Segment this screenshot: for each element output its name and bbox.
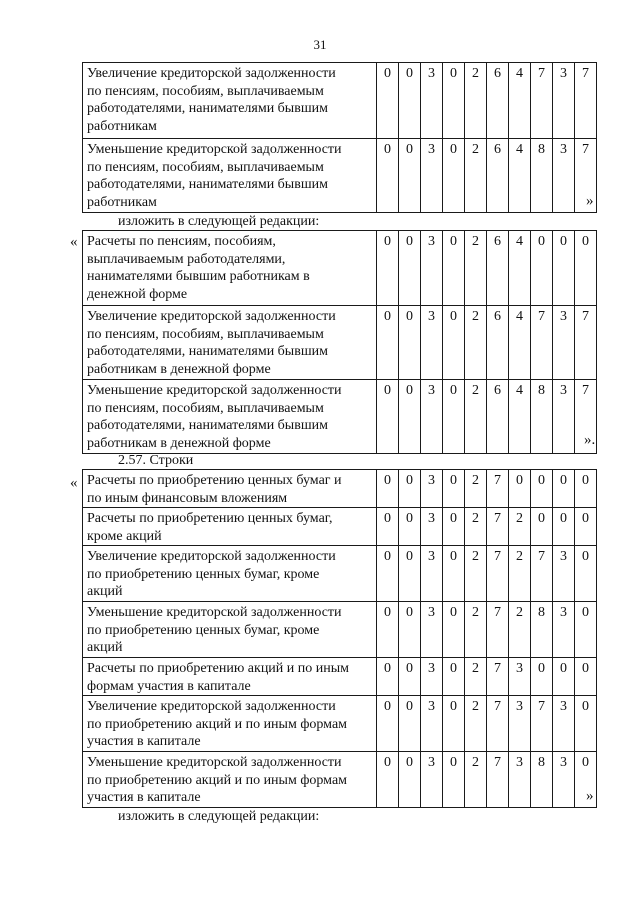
code-digit: 3: [421, 139, 443, 213]
code-digit: 2: [465, 508, 487, 546]
row-description: Расчеты по приобретению ценных бумаг и по иным финансовым вложениям: [83, 470, 377, 508]
code-digit: 3: [421, 752, 443, 808]
code-digit: 3: [421, 470, 443, 508]
code-digit: 4: [509, 231, 531, 306]
code-digit: 8: [531, 602, 553, 658]
code-digit: 0: [377, 231, 399, 306]
code-digit: 3: [509, 658, 531, 696]
code-digit: 0: [377, 752, 399, 808]
code-digit: 7: [575, 63, 597, 139]
code-digit: 0: [443, 696, 465, 752]
code-digit: 3: [553, 380, 575, 454]
code-digit: 8: [531, 752, 553, 808]
code-digit: 0: [531, 470, 553, 508]
code-digit: 3: [421, 546, 443, 602]
code-digit: 3: [553, 696, 575, 752]
code-digit: 0: [443, 470, 465, 508]
code-digit: 3: [553, 602, 575, 658]
row-description: Расчеты по приобретению ценных бумаг, кроме акций: [83, 508, 377, 546]
row-description: Уменьшение кредиторской задолженности по пенсиям, пособиям, выплачиваемым работодателями, нанимателями бывшим работникам в денежной форме: [83, 380, 377, 454]
code-digit: 0: [443, 380, 465, 454]
code-digit: 8: [531, 139, 553, 213]
table-body: [83, 470, 597, 808]
code-digit: 3: [421, 508, 443, 546]
code-digit: 0: [377, 602, 399, 658]
code-digit: 0: [377, 470, 399, 508]
code-digit: 0: [443, 231, 465, 306]
code-digit: 0: [531, 508, 553, 546]
code-digit: 0: [377, 63, 399, 139]
code-digit: 3: [553, 63, 575, 139]
row-description: Уменьшение кредиторской задолженности по приобретению ценных бумаг, кроме акций: [83, 602, 377, 658]
code-digit: 8: [531, 380, 553, 454]
code-digit: 0: [443, 546, 465, 602]
code-digit: 0: [443, 602, 465, 658]
code-digit: 2: [465, 306, 487, 380]
code-digit: 7: [487, 696, 509, 752]
opening-quote: «: [70, 475, 78, 491]
table-row: [83, 696, 597, 752]
code-digit: 7: [487, 546, 509, 602]
row-description: Увеличение кредиторской задолженности по приобретению ценных бумаг, кроме акций: [83, 546, 377, 602]
code-digit: 0: [443, 139, 465, 213]
code-digit: 2: [465, 231, 487, 306]
code-digit: 3: [553, 546, 575, 602]
code-digit: 0: [443, 752, 465, 808]
code-digit: 0: [553, 470, 575, 508]
table-row: [83, 380, 597, 454]
table-row: [83, 508, 597, 546]
code-digit: 3: [553, 139, 575, 213]
code-digit: 3: [421, 602, 443, 658]
code-digit: 0: [553, 658, 575, 696]
code-digit: 0: [399, 139, 421, 213]
code-table-1: [82, 62, 597, 213]
table-row: [83, 231, 597, 306]
code-digit: 3: [553, 752, 575, 808]
code-digit: 0: [575, 508, 597, 546]
code-digit: 0: [443, 658, 465, 696]
code-digit: 7: [575, 380, 597, 454]
code-digit: 2: [465, 752, 487, 808]
code-digit: 4: [509, 306, 531, 380]
code-digit: 0: [399, 658, 421, 696]
code-digit: 0: [575, 658, 597, 696]
code-digit: 7: [487, 752, 509, 808]
code-digit: 2: [509, 602, 531, 658]
code-digit: 0: [377, 380, 399, 454]
replace-instruction: изложить в следующей редакции:: [118, 214, 320, 229]
code-digit: 3: [421, 696, 443, 752]
code-digit: 0: [443, 306, 465, 380]
code-digit: 0: [399, 752, 421, 808]
table-row: [83, 306, 597, 380]
code-digit: 3: [509, 696, 531, 752]
code-digit: 3: [421, 658, 443, 696]
code-digit: 0: [575, 696, 597, 752]
page-number: 31: [313, 37, 327, 52]
code-digit: 2: [465, 602, 487, 658]
code-digit: 6: [487, 63, 509, 139]
code-digit: 4: [509, 63, 531, 139]
code-table-2: [82, 230, 597, 454]
code-digit: 0: [575, 470, 597, 508]
closing-quote: ».: [584, 432, 596, 448]
code-digit: 0: [399, 231, 421, 306]
code-digit: 3: [421, 63, 443, 139]
code-digit: 6: [487, 139, 509, 213]
code-digit: 2: [509, 546, 531, 602]
code-digit: 0: [377, 658, 399, 696]
closing-quote: »: [586, 193, 594, 209]
code-digit: 2: [465, 658, 487, 696]
code-digit: 0: [553, 231, 575, 306]
code-digit: 7: [531, 546, 553, 602]
code-digit: 7: [531, 306, 553, 380]
code-digit: 6: [487, 306, 509, 380]
row-description: Увеличение кредиторской задолженности по пенсиям, пособиям, выплачиваемым работодателями, нанимателями бывшим работникам: [83, 63, 377, 139]
code-digit: 0: [399, 63, 421, 139]
table-row: [83, 752, 597, 808]
table-row: [83, 546, 597, 602]
code-digit: 0: [509, 470, 531, 508]
code-digit: 4: [509, 139, 531, 213]
code-digit: 7: [487, 658, 509, 696]
code-digit: 7: [575, 139, 597, 213]
code-digit: 3: [553, 306, 575, 380]
code-digit: 0: [377, 546, 399, 602]
code-digit: 0: [531, 658, 553, 696]
code-digit: 0: [399, 696, 421, 752]
code-digit: 7: [487, 602, 509, 658]
row-description: Увеличение кредиторской задолженности по приобретению акций и по иным формам участия в капитале: [83, 696, 377, 752]
code-digit: 0: [399, 602, 421, 658]
code-digit: 0: [399, 546, 421, 602]
table-body: [83, 231, 597, 454]
code-digit: 0: [575, 546, 597, 602]
code-digit: 3: [421, 231, 443, 306]
code-digit: 0: [553, 508, 575, 546]
code-digit: 0: [399, 380, 421, 454]
code-digit: 0: [377, 508, 399, 546]
code-digit: 3: [509, 752, 531, 808]
code-digit: 0: [443, 63, 465, 139]
code-digit: 0: [531, 231, 553, 306]
code-digit: 0: [377, 696, 399, 752]
table-row: [83, 658, 597, 696]
row-description: Уменьшение кредиторской задолженности по приобретению акций и по иным формам участия в капитале: [83, 752, 377, 808]
table-row: [83, 470, 597, 508]
replace-instruction: изложить в следующей редакции:: [118, 809, 320, 824]
closing-quote: »: [586, 788, 594, 804]
code-digit: 0: [399, 306, 421, 380]
code-digit: 0: [377, 306, 399, 380]
code-digit: 7: [487, 508, 509, 546]
code-digit: 4: [509, 380, 531, 454]
code-digit: 0: [443, 508, 465, 546]
table-row: [83, 602, 597, 658]
code-digit: 0: [399, 508, 421, 546]
code-digit: 2: [465, 63, 487, 139]
section-heading: 2.57. Строки: [118, 453, 194, 468]
code-digit: 3: [421, 380, 443, 454]
code-digit: 2: [465, 696, 487, 752]
code-digit: 0: [377, 139, 399, 213]
row-description: Расчеты по пенсиям, пособиям, выплачиваемым работодателями, нанимателями бывшим работникам в денежной форме: [83, 231, 377, 306]
code-digit: 0: [399, 470, 421, 508]
table-row: [83, 139, 597, 213]
code-digit: 0: [575, 752, 597, 808]
code-digit: 0: [575, 602, 597, 658]
code-digit: 7: [487, 470, 509, 508]
code-digit: 2: [465, 470, 487, 508]
code-digit: 2: [509, 508, 531, 546]
code-digit: 7: [575, 306, 597, 380]
opening-quote: «: [70, 234, 78, 250]
code-digit: 7: [531, 696, 553, 752]
code-digit: 0: [575, 231, 597, 306]
row-description: Увеличение кредиторской задолженности по пенсиям, пособиям, выплачиваемым работодателями, нанимателями бывшим работникам в денежной форме: [83, 306, 377, 380]
row-description: Уменьшение кредиторской задолженности по пенсиям, пособиям, выплачиваемым работодателями, нанимателями бывшим работникам: [83, 139, 377, 213]
code-table-3: [82, 469, 597, 808]
code-digit: 6: [487, 231, 509, 306]
code-digit: 2: [465, 139, 487, 213]
code-digit: 3: [421, 306, 443, 380]
code-digit: 7: [531, 63, 553, 139]
table-row: [83, 63, 597, 139]
code-digit: 6: [487, 380, 509, 454]
code-digit: 2: [465, 546, 487, 602]
code-digit: 2: [465, 380, 487, 454]
row-description: Расчеты по приобретению акций и по иным формам участия в капитале: [83, 658, 377, 696]
table-body: [83, 63, 597, 213]
